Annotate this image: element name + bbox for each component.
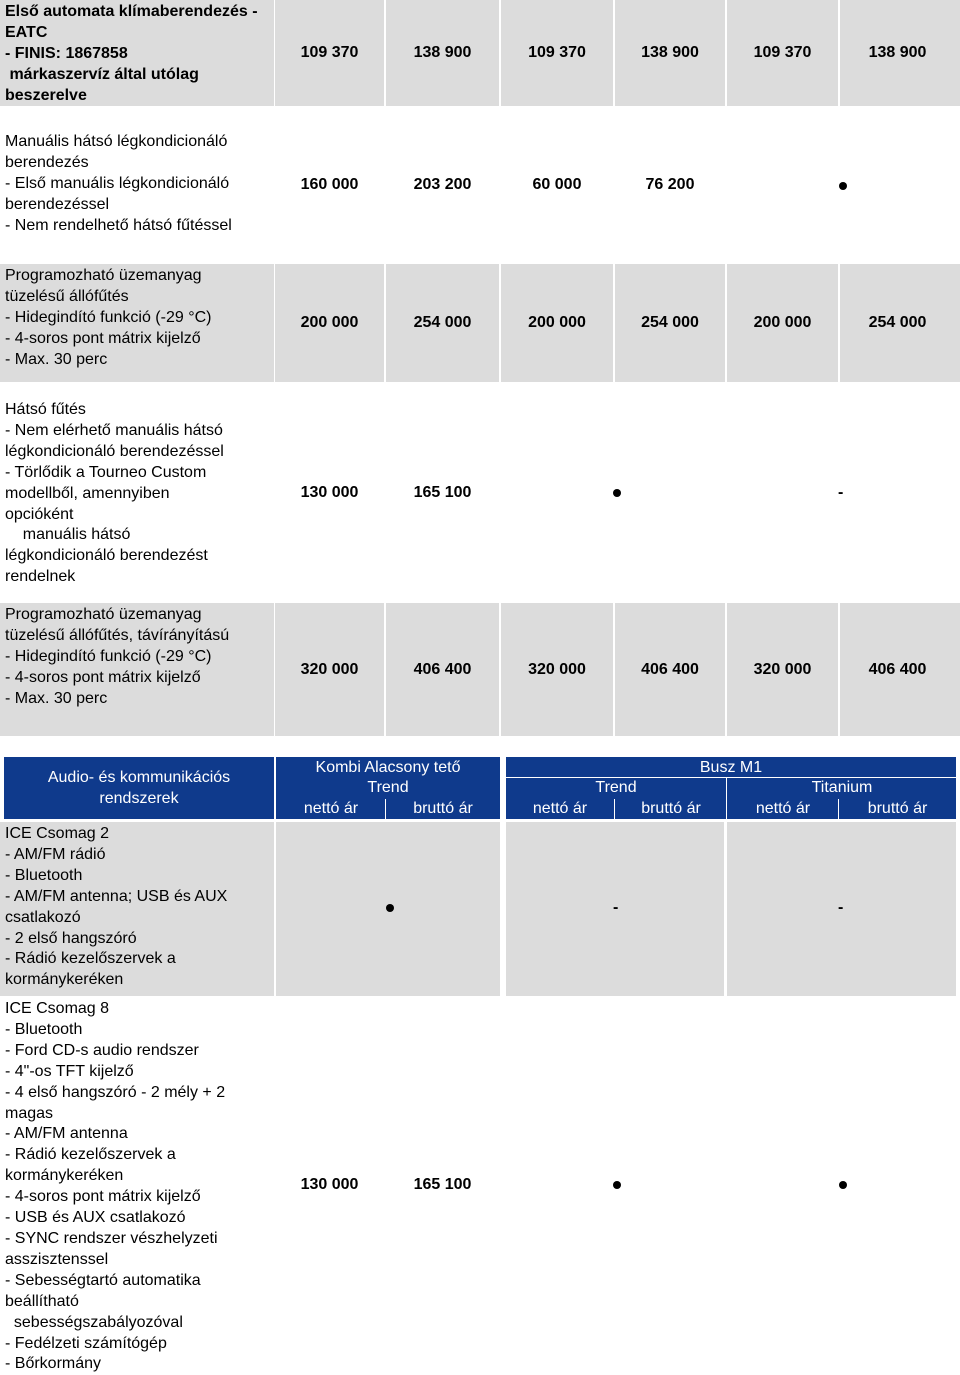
row-heater-price-5: 200 000 — [753, 314, 812, 331]
row-ice-2-description: ICE Csomag 2 - AM/FM rádió - Bluetooth - AM/FM antenna; USB és AUX csatlakozó - 2 első hangszóró - Rádió kezelőszervek a kormánykeréken — [0, 822, 274, 996]
standard-equipment-bullet-icon — [386, 904, 394, 912]
section-title: Audio- és kommunikációs rendszerek — [47, 769, 231, 807]
kombi-gross-price-label: bruttó ár — [413, 800, 473, 817]
busz-trend-gross-price-label: bruttó ár — [641, 800, 701, 817]
row-rear-heating-description: Hátsó fűtés - Nem elérhető manuális hátsó légkondicionáló berendezéssel - Törlődik a Tourneo Custom modellből, amennyiben opcióként manuális hátsó légkondicionáló berendezést rendelnek — [5, 401, 224, 586]
busz-header — [506, 757, 956, 819]
row-eatc-price-2: 138 900 — [413, 44, 472, 61]
row-heater-price-6: 254 000 — [868, 314, 927, 331]
standard-equipment-bullet-icon — [839, 1181, 847, 1189]
section-title-box — [4, 757, 274, 819]
busz-trend-net-price-label: nettó ár — [532, 800, 588, 817]
column-divider — [385, 799, 386, 819]
row-remote-heater-price-5: 320 000 — [753, 661, 812, 678]
standard-equipment-bullet-icon — [839, 182, 847, 190]
row-heater-price-4: 254 000 — [641, 314, 699, 331]
busz-trend-trim: Trend — [595, 779, 637, 796]
row-remote-heater-price-3: 320 000 — [528, 661, 586, 678]
row-ice-8-price-2: 165 100 — [413, 1176, 472, 1193]
not-available-dash: - — [613, 899, 619, 916]
row-eatc-price-4: 138 900 — [641, 44, 699, 61]
standard-equipment-bullet-icon — [613, 1181, 621, 1189]
row-eatc-price-6: 138 900 — [868, 44, 927, 61]
busz-titanium-trim: Titanium — [811, 779, 873, 796]
row-ice-8-price-1: 130 000 — [300, 1176, 359, 1193]
row-eatc-price-5: 109 370 — [753, 44, 812, 61]
row-heater-description: Programozható üzemanyag tüzelésű állófűtés - Hidegindító funkció (-29 °C) - 4-soros pont mátrix kijelző - Max. 30 perc — [0, 264, 274, 382]
column-divider — [614, 799, 615, 819]
row-rear-ac-price-2: 203 200 — [413, 176, 472, 193]
row-rear-heating-price-2: 165 100 — [413, 484, 472, 501]
standard-equipment-bullet-icon — [613, 489, 621, 497]
row-remote-heater-price-2: 406 400 — [413, 661, 472, 678]
row-remote-heater-description: Programozható üzemanyag tüzelésű állófűtés, távírányítású - Hidegindító funkció (-29 °C) - 4-soros pont mátrix kijelző - Max. 30 perc — [0, 603, 274, 736]
row-heater-price-3: 200 000 — [528, 314, 586, 331]
header-divider — [506, 777, 956, 778]
row-eatc-description: Első automata klímaberendezés - EATC - FINIS: 1867858 márkaszervíz által utólag beszerelve — [0, 0, 274, 106]
row-rear-ac-price-4: 76 200 — [645, 176, 695, 193]
not-available-dash: - — [838, 484, 844, 501]
row-eatc-price-1: 109 370 — [300, 44, 359, 61]
busz-titanium-gross-price-label: bruttó ár — [867, 800, 928, 817]
row-heater-price-2: 254 000 — [413, 314, 472, 331]
kombi-header — [276, 757, 500, 819]
row-remote-heater-price-4: 406 400 — [641, 661, 699, 678]
busz-titanium-net-price-label: nettó ár — [755, 800, 811, 817]
kombi-title: Kombi Alacsony tető — [315, 759, 461, 776]
row-remote-heater-price-6: 406 400 — [868, 661, 927, 678]
row-rear-ac-price-1: 160 000 — [300, 176, 359, 193]
row-ice-8-description: ICE Csomag 8 - Bluetooth - Ford CD-s audio rendszer - 4"-os TFT kijelző - 4 első hangszóró - 2 mély + 2 magas - AM/FM antenna - Rádió kezelőszervek a kormánykeréken - 4-soros pont mátrix kijelző - USB és AUX csatlakozó - SYNC rendszer vészhelyzeti asszisztenssel - Sebességtartó automatika beállítható sebességszabályozóval - Fedélzeti számítógép - Bőrkormány — [5, 1000, 226, 1373]
kombi-net-price-label: nettó ár — [303, 800, 359, 817]
kombi-trim: Trend — [367, 779, 409, 796]
column-divider — [838, 799, 839, 819]
busz-title: Busz M1 — [699, 759, 763, 776]
row-rear-heating-price-1: 130 000 — [300, 484, 359, 501]
column-divider — [726, 778, 727, 819]
not-available-dash: - — [838, 899, 844, 916]
row-remote-heater-price-1: 320 000 — [300, 661, 359, 678]
row-heater-price-1: 200 000 — [300, 314, 359, 331]
row-eatc-price-3: 109 370 — [528, 44, 586, 61]
row-rear-ac-price-3: 60 000 — [532, 176, 582, 193]
row-rear-ac-description: Manuális hátsó légkondicionáló berendezés - Első manuális légkondicionáló berendezéssel - Nem rendelhető hátsó fűtéssel — [5, 133, 232, 234]
